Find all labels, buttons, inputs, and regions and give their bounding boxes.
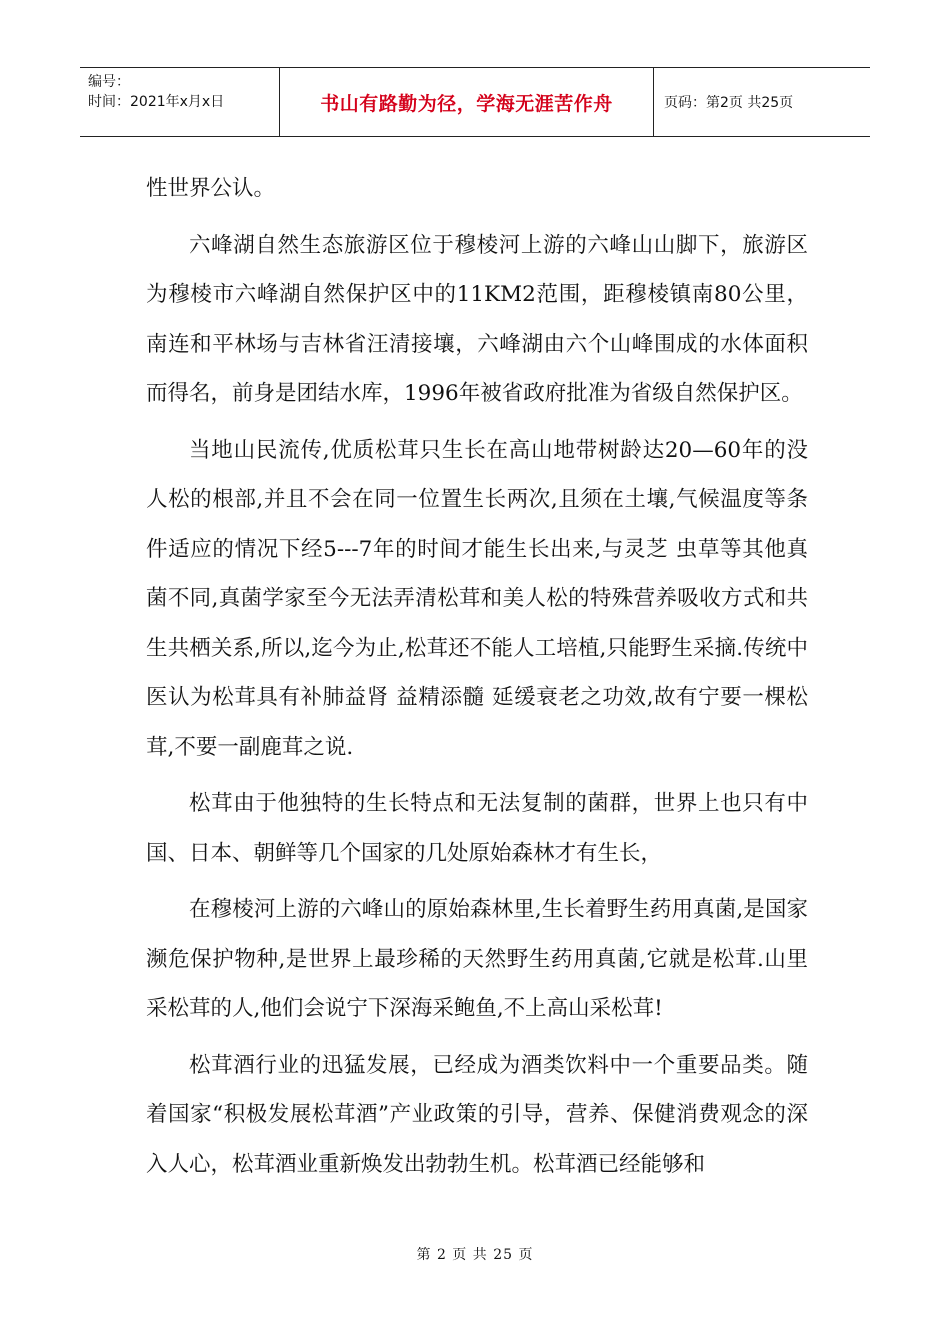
document-body xyxy=(146,164,808,1196)
page-header xyxy=(80,67,870,137)
document-time-label: 时间：2021年x月x日 xyxy=(88,94,225,110)
paragraph: 当地山民流传,优质松茸只生长在高山地带树龄达20—60年的没人松的根部,并且不会在同一位置生长两次,且须在土壤,气候温度等条件适应的情况下经5---7年的时间才能生长出来,与灵芝 虫草等其他真菌不同,真菌学家至今无法弄清松茸和美人松的特殊营养吸收方式和共生共栖关系,所以,迄今为止,松茸还不能人工培植,只能野生采摘.传统中医认为松茸具有补肺益肾 益精添髓 延缓衰老之功效,故有宁要一棵松茸,不要一副鹿茸之说. xyxy=(146,437,808,760)
page-footer: 第 2 页 共 25 页 xyxy=(416,1247,534,1263)
paragraph: 松茸由于他独特的生长特点和无法复制的菌群，世界上也只有中国、日本、朝鲜等几个国家的几处原始森林才有生长， xyxy=(146,791,808,866)
header-page-info: 页码：第2页 共25页 xyxy=(664,95,794,111)
header-motto: 书山有路勤为径，学海无涯苦作舟 xyxy=(280,68,654,136)
paragraph: 性世界公认。 xyxy=(146,176,276,201)
paragraph: 六峰湖自然生态旅游区位于穆棱河上游的六峰山山脚下，旅游区为穆棱市六峰湖自然保护区中的11KM2范围，距穆棱镇南80公里，南连和平林场与吉林省汪清接壤，六峰湖由六个山峰围成的水体面积而得名，前身是团结水库，1996年被省政府批准为省级自然保护区。 xyxy=(146,232,808,406)
header-meta xyxy=(80,68,280,136)
paragraph: 松茸酒行业的迅猛发展，已经成为酒类饮料中一个重要品类。随着国家“积极发展松茸酒”产业政策的引导，营养、保健消费观念的深入人心，松茸酒业重新焕发出勃勃生机。松茸酒已经能够和 xyxy=(146,1052,808,1177)
document-number-label: 编号： xyxy=(88,74,130,90)
paragraph: 在穆棱河上游的六峰山的原始森林里,生长着野生药用真菌,是国家濒危保护物种,是世界上最珍稀的天然野生药用真菌,它就是松茸.山里采松茸的人,他们会说宁下深海采鲍鱼,不上高山采松茸! xyxy=(146,897,808,1021)
